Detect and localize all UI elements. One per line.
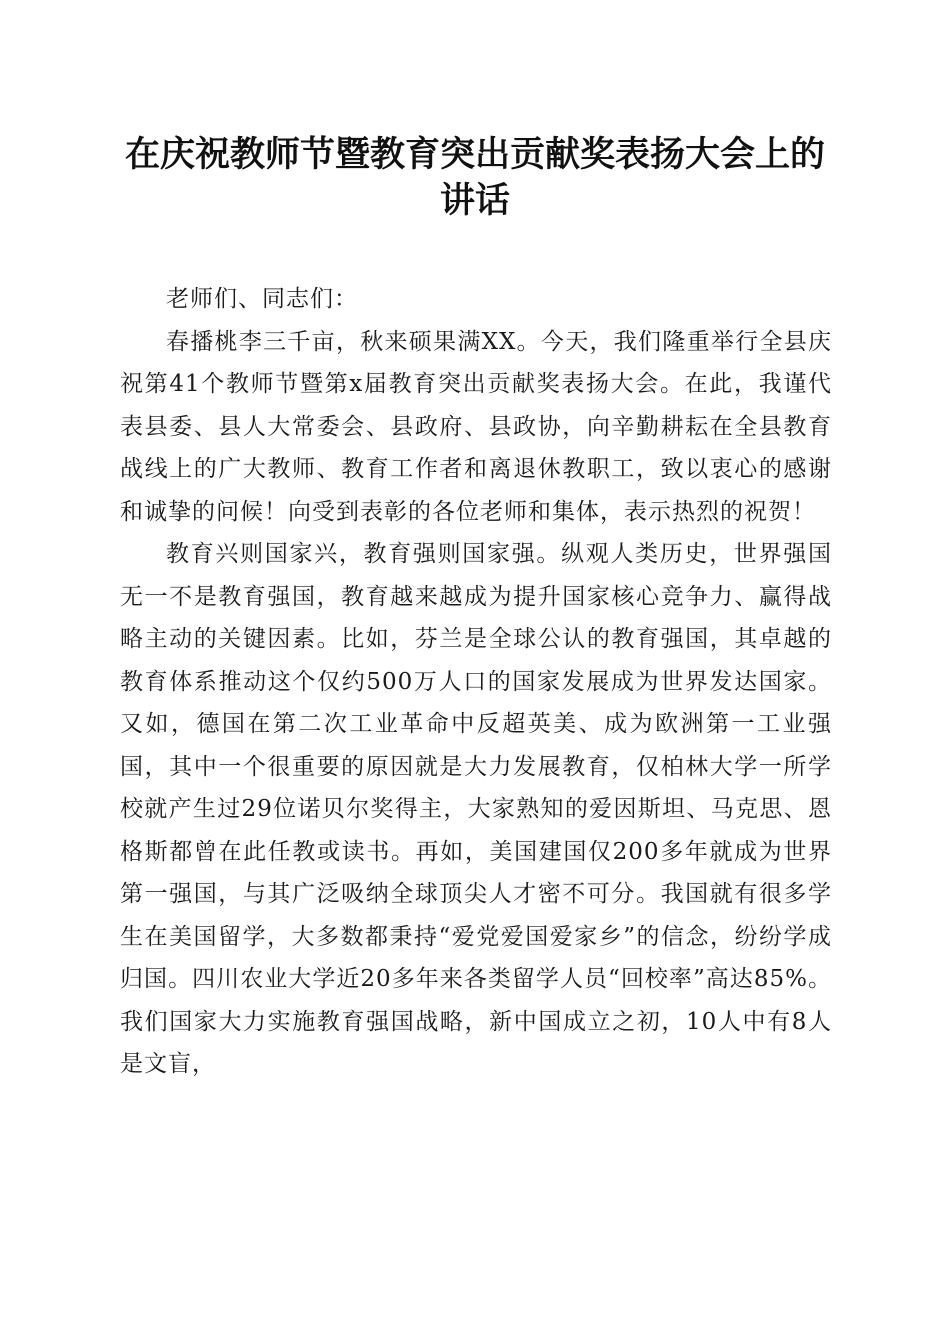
paragraph-1: 春播桃李三千亩，秋来硕果满XX。今天，我们隆重举行全县庆祝第41个教师节暨第x届教育突出贡献奖表扬大会。在此，我谨代表县委、县人大常委会、县政府、县政协，向辛勤耕耘在全县教育战线上的广大教师、教育工作者和离退休教职工，致以衷心的感谢和诚挚的问候！向受到表彰的各位老师和集体，表示热烈的祝贺！ bbox=[120, 328, 832, 525]
paragraph-2: 教育兴则国家兴，教育强则国家强。纵观人类历史，世界强国无一不是教育强国，教育越来越成为提升国家核心竞争力、赢得战略主动的关键因素。比如，芬兰是全球公认的教育强国，其卓越的教育体系推动这个仅约500万人口的国家发展成为世界发达国家。又如，德国在第二次工业革命中反超英美、成为欧洲第一工业强国，其中一个很重要的原因就是大力发展教育，仅柏林大学一所学校就产生过29位诺贝尔奖得主，大家熟知的爱因斯坦、马克思、恩格斯都曾在此任教或读书。再如，美国建国仅200多年就成为世界第一强国，与其广泛吸纳全球顶尖人才密不可分。我国就有很多学生在美国留学，大多数都秉持“爱党爱国爱家乡”的信念，纷纷学成归国。四川农业大学近20多年来各类留学人员“回校率”高达85%。我们国家大力实施教育强国战略，新中国成立之初，10人中有8人是文盲， bbox=[120, 541, 832, 1077]
salutation: 老师们、同志们： bbox=[166, 286, 358, 312]
document-body bbox=[120, 278, 832, 1086]
document-title: 在庆祝教师节暨教育突出贡献奖表扬大会上的讲话 bbox=[124, 134, 825, 221]
